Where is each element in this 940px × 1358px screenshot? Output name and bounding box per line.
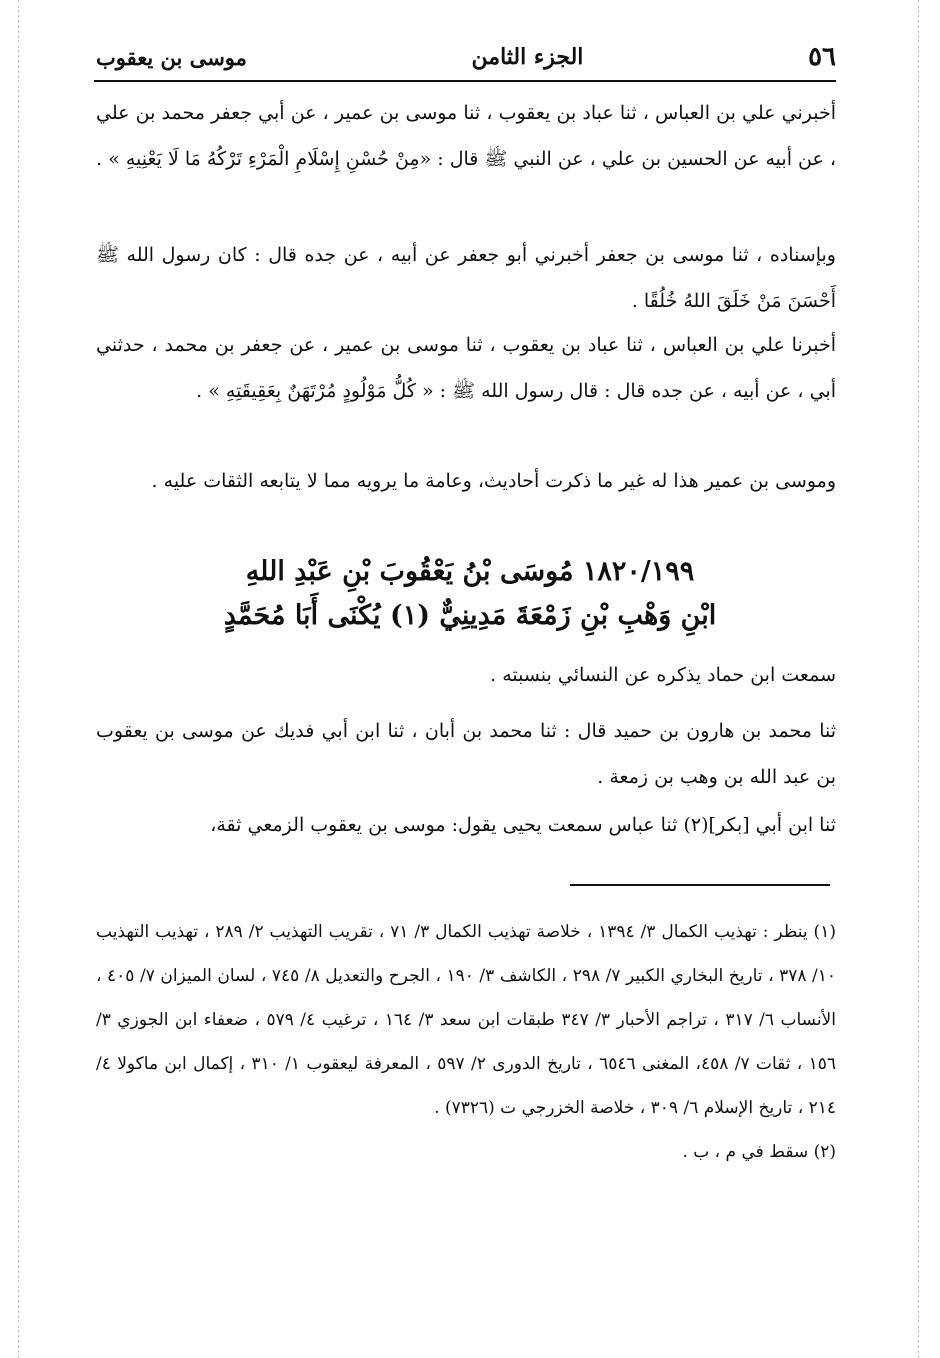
- running-header: [96, 36, 836, 78]
- part-title: الجزء الثامن: [471, 44, 584, 70]
- body-paragraph-5: [96, 652, 836, 698]
- paragraph-text: أخبرنا علي بن العباس ، ثنا عباد بن يعقوب ، ثنا موسى بن عمير ، عن جعفر بن محمد ، حدثني أبي ، عن أبيه ، عن جده قال : قال رسول الله ﷺ : « كُلُّ مَوْلُودٍ مُرْتَهَنٌ بِعَقِيقَتِهِ » .: [96, 334, 836, 402]
- paragraph-text: أخبرني علي بن العباس ، ثنا عباد بن يعقوب ، ثنا موسى بن عمير ، عن أبي جعفر محمد بن علي ، عن أبيه عن الحسين بن علي ، عن النبي ﷺ قال : «مِنْ حُسْنِ إِسْلَامِ الْمَرْءِ تَرْكُهُ مَا لَا يَعْنِيهِ » .: [96, 102, 836, 170]
- paragraph-text: ثنا محمد بن هارون بن حميد قال : ثنا محمد بن أبان ، ثنا ابن أبي فديك عن موسى بن يعقوب بن عبد الله بن وهب بن زمعة .: [96, 720, 836, 788]
- scan-gutter-line: [918, 0, 919, 1358]
- body-paragraph-6: [96, 708, 836, 800]
- entry-heading-line-2: ابْنِ وَهْبِ بْنِ زَمْعَةَ مَدِينِيٌّ (١) يُكْنَى أَبَا مُحَمَّدٍ: [223, 600, 717, 631]
- body-paragraph-1: [96, 90, 836, 182]
- paragraph-text: ثنا ابن أبي [بكر](٢) ثنا عباس سمعت يحيى يقول: موسى بن يعقوب الزمعي ثقة،: [210, 814, 836, 836]
- paragraph-text: وبإسناده ، ثنا موسى بن جعفر أخبرني أبو جعفر عن أبيه ، عن جده قال : كان رسول الله ﷺ أَحْسَنَ مَنْ خَلَقَ اللهُ خُلُقًا .: [96, 244, 836, 312]
- paragraph-text: سمعت ابن حماد يذكره عن النسائي بنسبته .: [490, 664, 836, 686]
- scan-gutter-line: [18, 0, 19, 1358]
- footnote-1: (١) ينظر : تهذيب الكمال ٣/ ١٣٩٤ ، خلاصة تهذيب الكمال ٣/ ٧١ ، تقريب التهذيب ٢/ ٢٨٩ ، تهذيب التهذيب ١٠/ ٣٧٨ ، تاريخ البخاري الكبير ٧/ ٢٩٨ ، الكاشف ٣/ ١٩٠ ، الجرح والتعديل ٨/ ٧٤٥ ، لسان الميزان ٧/ ٤٠٥ ، الأنساب ٦/ ٣١٧ ، تراجم الأحبار ٣/ ٣٤٧ طبقات ابن سعد ٣/ ١٦٤ ، ترغيب ٤/ ٥٧٩ ، ضعفاء ابن الجوزي ٣/ ١٥٦ ، ثقات ٧/ ٤٥٨، المغنى ٦٥٤٦ ، تاريخ الدورى ٢/ ٥٩٧ ، المعرفة ليعقوب ١/ ٣١٠ ، إكمال ابن ماكولا ٤/ ٢١٤ ، تاريخ الإسلام ٦/ ٣٠٩ ، خلاصة الخزرجي ت (٧٣٢٦) .: [96, 922, 837, 1118]
- footnote-separator: [570, 884, 830, 886]
- entry-heading-line-1: ١٨٢٠/١٩٩ مُوسَى بْنُ يَعْقُوبَ بْنِ عَبْدِ اللهِ: [245, 556, 695, 587]
- body-paragraph-7: [96, 802, 836, 848]
- body-paragraph-2: [96, 232, 836, 324]
- header-rule: [94, 80, 836, 82]
- paragraph-text: وموسى بن عمير هذا له غير ما ذكرت أحاديث، وعامة ما يرويه مما لا يتابعه الثقات عليه .: [151, 470, 836, 492]
- topic-title: موسى بن يعقوب: [96, 44, 247, 70]
- page-number: ٥٦: [808, 42, 836, 72]
- entry-heading: [150, 550, 790, 638]
- body-paragraph-4: [96, 458, 836, 504]
- footnotes: [96, 910, 836, 1174]
- body-paragraph-3: [96, 322, 836, 414]
- footnote-2: (٢) سقط في م ، ب .: [682, 1142, 836, 1162]
